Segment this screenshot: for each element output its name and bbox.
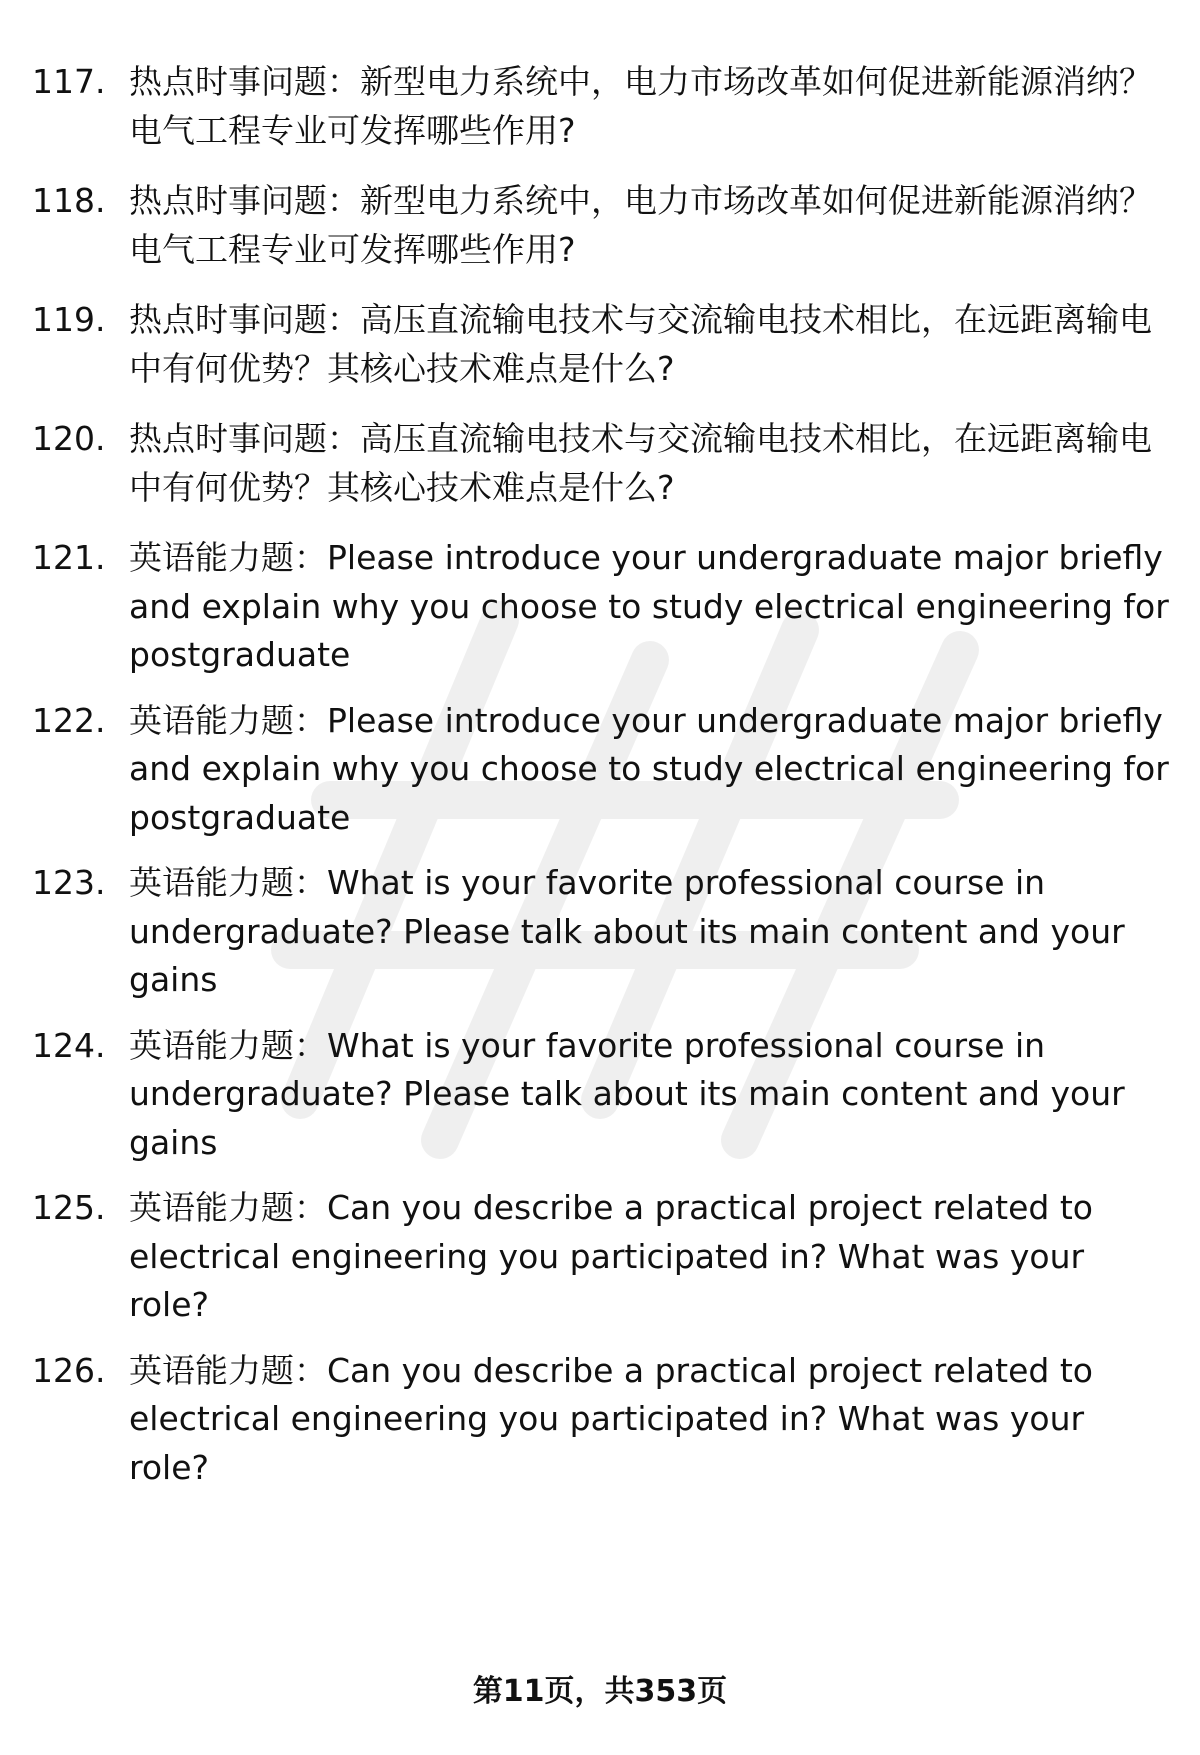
question-item-126 [32, 1347, 1172, 1493]
question-number: 123. [32, 863, 106, 902]
question-number: 125. [32, 1188, 106, 1227]
question-number: 126. [32, 1350, 106, 1390]
question-number: 122. [32, 700, 106, 740]
question-number: 124. [32, 1025, 106, 1065]
question-item-117 [32, 58, 1172, 155]
question-item-120 [32, 415, 1172, 512]
question-number: 118. [32, 181, 106, 220]
question-text: 热点时事问题：高压直流输电技术与交流输电技术相比，在远距离输电中有何优势？其核心技术难点是什么? [129, 419, 1152, 507]
question-number: 121. [32, 538, 106, 577]
question-text: 英语能力题：Can you describe a practical project related to electrical engineering you participated in? What was your role? [129, 1188, 1093, 1324]
page-number-footer: 第11页，共353页 [472, 1674, 728, 1709]
question-text: 热点时事问题：高压直流输电技术与交流输电技术相比，在远距离输电中有何优势？其核心技术难点是什么? [129, 300, 1152, 388]
question-item-122 [32, 697, 1172, 843]
question-item-123 [32, 859, 1172, 1005]
question-item-118 [32, 177, 1172, 274]
question-number: 117. [32, 62, 106, 101]
question-number: 120. [32, 419, 106, 458]
question-text: 英语能力题：Please introduce your undergraduate major briefly and explain why you choose to study electrical engineering for postgraduate [129, 700, 1169, 837]
question-text: 英语能力题：What is your favorite professional course in undergraduate? Please talk about its main content and your gains [129, 1025, 1125, 1162]
question-item-121 [32, 534, 1172, 680]
question-text: 英语能力题：Please introduce your undergraduate major briefly and explain why you choose to study electrical engineering for postgraduate [129, 538, 1169, 674]
question-number: 119. [32, 300, 106, 339]
question-item-119 [32, 296, 1172, 393]
question-item-125 [32, 1184, 1172, 1330]
question-text: 英语能力题：Can you describe a practical project related to electrical engineering you participated in? What was your role? [129, 1350, 1093, 1487]
question-item-124 [32, 1022, 1172, 1168]
question-list [32, 58, 1172, 1492]
question-text: 英语能力题：What is your favorite professional course in undergraduate? Please talk about its main content and your gains [129, 863, 1125, 999]
question-text: 热点时事问题：新型电力系统中，电力市场改革如何促进新能源消纳？电气工程专业可发挥哪些作用? [129, 181, 1152, 269]
question-text: 热点时事问题：新型电力系统中，电力市场改革如何促进新能源消纳？电气工程专业可发挥哪些作用? [129, 62, 1152, 150]
